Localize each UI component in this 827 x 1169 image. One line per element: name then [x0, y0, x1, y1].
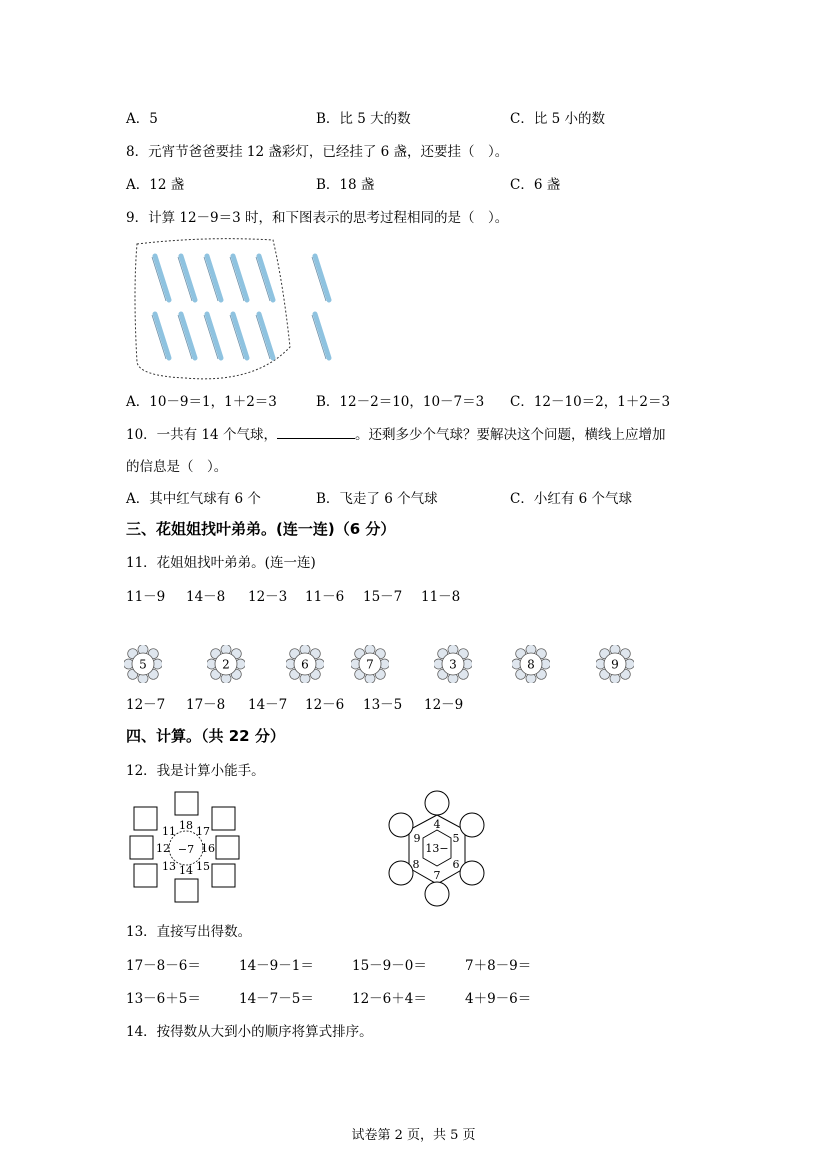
- q10-option-b: B．飞走了 6 个气球: [316, 491, 438, 507]
- q10-question-start: 10．一共有 14 个气球，: [126, 427, 277, 443]
- svg-text:3: 3: [449, 657, 457, 672]
- stick: [259, 314, 273, 358]
- stick: [155, 256, 169, 300]
- section-4-heading: 四、计算。（共 22 分）: [126, 727, 285, 745]
- thirteen-minus-wheel: [385, 790, 490, 908]
- q10-option-a: A．其中红气球有 6 个: [126, 491, 261, 507]
- svg-text:6: 6: [301, 657, 309, 672]
- svg-text:12: 12: [156, 842, 170, 855]
- q9-option-b: B．12－2＝10，10－7＝3: [316, 394, 485, 410]
- subtract-seven-wheel: [128, 790, 243, 905]
- stick: [155, 314, 169, 358]
- flower-icon[interactable]: [434, 645, 472, 683]
- answer-blank[interactable]: [277, 426, 355, 439]
- q10-option-c: C．小红有 6 个气球: [510, 491, 633, 507]
- flower-icon[interactable]: [286, 645, 324, 683]
- svg-text:14: 14: [179, 864, 193, 877]
- svg-text:18: 18: [179, 819, 193, 832]
- q8-question: 8．元宵节爸爸要挂 12 盏彩灯，已经挂了 6 盏，还要挂（ ）。: [126, 144, 509, 160]
- svg-text:17: 17: [196, 825, 210, 838]
- calc-expr: 14－7－5＝: [239, 991, 314, 1007]
- svg-text:5: 5: [452, 832, 460, 845]
- wheel-center: 13−: [425, 842, 449, 855]
- flower-icon[interactable]: [207, 645, 245, 683]
- answer-box: [216, 836, 239, 859]
- svg-text:4: 4: [433, 818, 441, 831]
- flower-icon[interactable]: [596, 645, 634, 683]
- answer-box: [134, 807, 157, 830]
- calc-expr: 14－9－1＝: [239, 958, 314, 974]
- svg-text:6: 6: [452, 858, 460, 871]
- leaf-expr: 14－8: [186, 589, 226, 605]
- q11-question: 11．花姐姐找叶弟弟。(连一连): [126, 555, 316, 571]
- answer-circle: [389, 813, 413, 837]
- answer-circle: [425, 882, 449, 906]
- stick: [181, 256, 195, 300]
- svg-text:7: 7: [366, 657, 374, 672]
- q8-option-c: C．6 盏: [510, 177, 561, 193]
- stick: [259, 256, 273, 300]
- q9-option-c: C．12－10＝2，1＋2＝3: [510, 394, 671, 410]
- leaf-expr: 12－3: [248, 589, 288, 605]
- q13-question: 13．直接写出得数。: [126, 924, 252, 940]
- stick: [233, 256, 247, 300]
- q12-question: 12．我是计算小能手。: [126, 763, 265, 779]
- answer-circle: [425, 791, 449, 815]
- q7-option-b: B．比 5 大的数: [316, 111, 411, 127]
- answer-box: [175, 792, 198, 815]
- q10-question: [126, 423, 665, 443]
- calc-expr: 7＋8－9＝: [465, 958, 532, 974]
- leaf-expr: 11－8: [421, 589, 461, 605]
- leaf-expr: 11－9: [126, 589, 166, 605]
- flower-icon[interactable]: [124, 645, 162, 683]
- flower-icon[interactable]: [351, 645, 389, 683]
- leaf-expr: 11－6: [305, 589, 345, 605]
- stick: [315, 314, 329, 358]
- calc-expr: 13－6＋5＝: [126, 991, 201, 1007]
- answer-box: [175, 879, 198, 902]
- leaf-expr: 15－7: [363, 589, 403, 605]
- answer-box: [212, 864, 235, 887]
- svg-text:8: 8: [412, 858, 420, 871]
- svg-text:13: 13: [162, 860, 176, 873]
- calc-expr: 17－8－6＝: [126, 958, 201, 974]
- answer-box: [130, 836, 153, 859]
- leaf-expr: 17－8: [186, 697, 226, 713]
- leaf-expr: 14－7: [248, 697, 288, 713]
- leaf-expr: 12－6: [305, 697, 345, 713]
- wheel-center: −7: [177, 843, 195, 856]
- answer-box: [134, 864, 157, 887]
- svg-text:8: 8: [527, 657, 535, 672]
- svg-text:5: 5: [139, 657, 147, 672]
- q10-question-end: 。还剩多少个气球？要解决这个问题，横线上应增加: [354, 427, 666, 443]
- q10-question-line2: 的信息是（ ）。: [126, 459, 228, 475]
- svg-text:7: 7: [433, 869, 441, 882]
- svg-text:16: 16: [201, 842, 215, 855]
- answer-circle: [460, 861, 484, 885]
- leaf-expr: 13－5: [363, 697, 403, 713]
- q8-option-a: A．12 盏: [126, 177, 185, 193]
- svg-text:9: 9: [611, 657, 619, 672]
- answer-circle: [389, 861, 413, 885]
- sticks-figure: [125, 232, 345, 382]
- stick: [233, 314, 247, 358]
- calc-expr: 12－6＋4＝: [352, 991, 427, 1007]
- stick: [207, 314, 221, 358]
- page-footer: 试卷第 2 页，共 5 页: [351, 1128, 476, 1143]
- svg-text:9: 9: [413, 832, 421, 845]
- svg-text:15: 15: [196, 860, 210, 873]
- leaf-expr: 12－7: [126, 697, 166, 713]
- leaf-expr: 12－9: [424, 697, 464, 713]
- q8-option-b: B．18 盏: [316, 177, 375, 193]
- q14-question: 14．按得数从大到小的顺序将算式排序。: [126, 1024, 373, 1040]
- svg-text:11: 11: [162, 825, 176, 838]
- calc-expr: 15－9－0＝: [352, 958, 427, 974]
- answer-circle: [460, 813, 484, 837]
- stick: [181, 314, 195, 358]
- stick: [315, 256, 329, 300]
- calc-expr: 4＋9－6＝: [465, 991, 532, 1007]
- q9-question: 9．计算 12－9＝3 时，和下图表示的思考过程相同的是（ ）。: [126, 210, 509, 226]
- q7-option-a: A．5: [126, 111, 158, 127]
- q7-option-c: C．比 5 小的数: [510, 111, 606, 127]
- svg-text:2: 2: [222, 657, 230, 672]
- q9-option-a: A．10－9＝1，1＋2＝3: [126, 394, 277, 410]
- stick: [207, 256, 221, 300]
- flower-icon[interactable]: [512, 645, 550, 683]
- answer-box: [212, 807, 235, 830]
- section-3-heading: 三、花姐姐找叶弟弟。(连一连)（6 分）: [126, 520, 396, 538]
